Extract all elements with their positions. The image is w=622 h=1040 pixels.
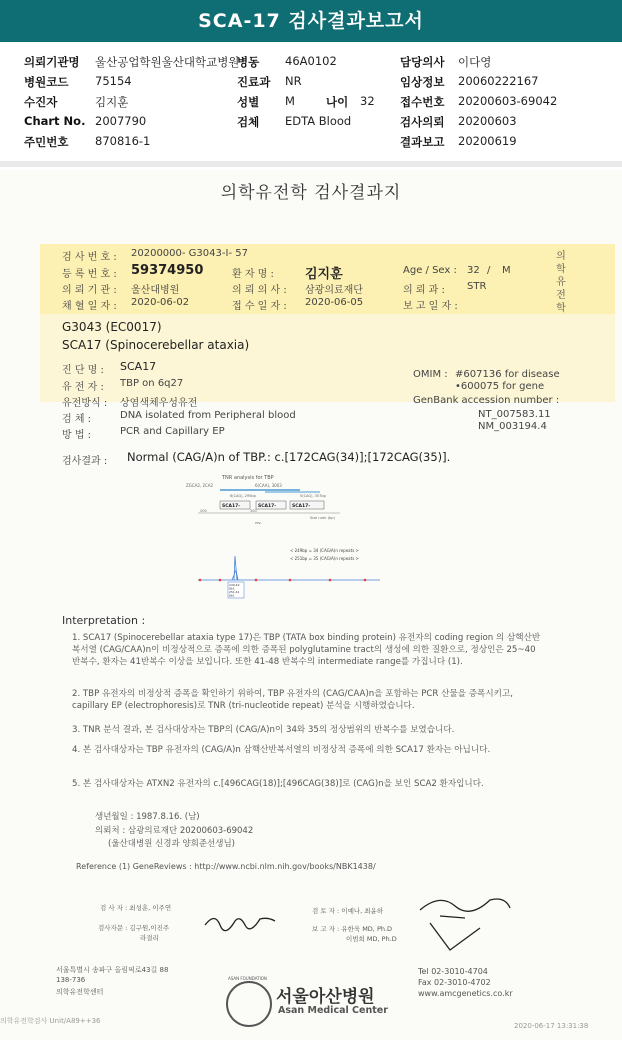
ruler-peak-1 <box>199 579 202 582</box>
hospital-name-ko: 서울아산병원 <box>276 987 375 1007</box>
tick-300: 300 <box>250 509 257 513</box>
figure-label-b: 6(CAA), 3003 <box>255 483 282 488</box>
label-result: 검사결과 : <box>62 456 108 467</box>
peak-label-1: 249.42 <box>229 583 240 587</box>
contact-web: www.amcgenetics.co.kr <box>418 989 513 998</box>
signature-right <box>410 888 520 958</box>
side-label: 의학유전학 <box>556 251 566 314</box>
value-patient-name: 김지훈 <box>305 267 343 282</box>
value-sex: M <box>285 94 295 108</box>
label-inheritance: 유전방식 : <box>62 398 108 409</box>
address-line-1: 서울특별시 송파구 올림픽로43길 88 <box>56 966 169 974</box>
value-request-date: 20200603 <box>458 114 517 128</box>
label-ward: 병동 <box>237 55 260 69</box>
value-receipt-no: 20200603-69042 <box>458 94 558 108</box>
value-doctor: 이다영 <box>458 55 492 69</box>
document-title: 의학유전학 검사결과지 <box>220 183 402 203</box>
label-gene: 유 전 자 : <box>62 382 104 393</box>
ruler-peak-6 <box>364 579 367 582</box>
repeat-box-2-label: SCA17- <box>258 504 277 509</box>
interp-paragraph-5: 5. 본 검사대상자는 ATXN2 유전자의 c.[496CAG(18)];[496CAG(38)]로 (CAG)n을 보인 SCA2 환자입니다. <box>72 779 484 789</box>
label-chart-no: Chart No. <box>24 114 86 128</box>
value-patient: 김지훈 <box>95 95 129 109</box>
label-req-dept: 의 뢰 과 : <box>403 285 445 296</box>
divider <box>0 161 622 167</box>
reporter-2: 이범희 MD, Ph.D <box>346 935 397 943</box>
label-omim: OMIM : <box>413 369 448 380</box>
label-institution: 의뢰기관명 <box>24 55 80 69</box>
value-hospital-code: 75154 <box>95 74 132 88</box>
address-line-3: 의학유전학센터 <box>56 988 104 996</box>
value-omim-disease: #607136 for disease <box>455 369 560 380</box>
value-inheritance: 상염색체우성유전 <box>120 398 198 409</box>
report-title: SCA-17 검사결과보고서 <box>0 0 622 42</box>
legend-35: < 251bp = 35 (CAG/A)n repeats > <box>290 556 359 561</box>
footer-left: 의학유전학검사 Unit/A89++36 <box>0 1017 101 1025</box>
label-age-sex: Age / Sex : <box>403 265 457 276</box>
age-sex-separator: / <box>487 265 491 276</box>
requester-detail: (울산대병원 신경과 양희준선생님) <box>108 839 235 849</box>
footer-timestamp: 2020-06-17 13:31:38 <box>514 1022 589 1030</box>
value-sex: M <box>502 265 511 276</box>
value-genbank-2: NM_003194.4 <box>478 421 547 432</box>
value-specimen: EDTA Blood <box>285 114 352 128</box>
label-doctor: 담당의사 <box>400 55 445 69</box>
value-req-person: 삼광의료재단 <box>305 285 363 296</box>
value-chart-no: 2007790 <box>95 114 147 128</box>
value-ward: 46A0102 <box>285 54 337 68</box>
scanned-report <box>0 170 622 1040</box>
ruler-peak-2 <box>219 579 222 582</box>
value-test-no: 20200000- G3043-I- 57 <box>131 248 248 259</box>
value-age: 32 <box>360 94 375 108</box>
value-reg-no: 59374950 <box>131 263 204 278</box>
figure-label-d: 5(CAG), 357bp <box>300 494 326 498</box>
interp-paragraph-2: 2. TBP 유전자의 비정상적 증폭을 확인하기 위하여, TBP 유전자의 (CAG/CAA)n을 포함하는 PCR 산물을 증폭시키고, capillary EP (electrophoresis)로 TNR (tri-nucleotide repeat) 분석을 시행하였습니다. <box>72 689 513 711</box>
value-result: Normal (CAG/A)n of TBP.: c.[172CAG(34)];[172CAG(35)]. <box>127 450 451 464</box>
legend-34: < 249bp = 34 (CAG/A)n repeats > <box>290 548 359 553</box>
repeat-box-3-label: SCA17- <box>292 504 311 509</box>
address-line-2: 138-736 <box>56 976 86 984</box>
logo-text: ASAN FOUNDATION <box>228 976 267 981</box>
peak-label-3: 251.41 <box>229 590 240 594</box>
value-sample-date: 2020-06-02 <box>131 297 190 308</box>
signature-left <box>200 907 280 937</box>
interp-paragraph-3: 3. TNR 분석 결과, 본 검사대상자는 TBP의 (CAG/A)n이 34와 35의 정상범위의 반복수를 보였습니다. <box>72 725 455 735</box>
label-hospital-code: 병원코드 <box>24 75 69 89</box>
value-resident-no: 870816-1 <box>95 134 151 148</box>
value-omim-gene: •600075 for gene <box>455 381 545 392</box>
test-name: SCA17 (Spinocerebellar ataxia) <box>62 338 250 352</box>
label-sample-date: 채 혈 일 자 : <box>62 301 117 312</box>
label-recv-date: 접 수 일 자 : <box>232 301 287 312</box>
examiner: 검 사 자 : 최성훈, 이주연 <box>100 904 172 912</box>
label-receipt-no: 접수번호 <box>400 95 445 109</box>
value-institution: 울산공업학원울산대학교병원 <box>95 55 240 69</box>
value-req-inst: 울산대병원 <box>131 285 180 296</box>
contact-fax: Fax 02-3010-4702 <box>418 978 491 987</box>
repeat-box-1-label: SCA17- <box>222 504 241 509</box>
label-patient-name: 환 자 명 : <box>232 269 274 280</box>
approver: 검 토 자 : 이예나, 최윤하 <box>312 907 384 915</box>
figure-label-a: ZGCA2, 2CA2 <box>186 483 214 488</box>
value-specimen-type: DNA isolated from Peripheral blood <box>120 410 296 421</box>
value-clinical-info: 20060222167 <box>458 74 539 88</box>
value-age: 32 <box>467 265 480 276</box>
reviewer-extra: 라결리 <box>140 934 159 942</box>
peak-label-2: 8b1 <box>229 586 235 591</box>
reviewer: 검사자문 : 김구원,이진주 <box>98 924 170 932</box>
ruler-peak-3 <box>255 579 258 582</box>
label-specimen-type: 검 체 : <box>62 414 92 425</box>
figure-title: TNR analysis for TBP <box>222 475 274 481</box>
ruler-peak-4 <box>289 579 292 582</box>
peak-label-4: 8b1 <box>229 593 235 598</box>
label-clinical-info: 임상정보 <box>400 75 445 89</box>
value-department: NR <box>285 74 302 88</box>
label-department: 진료과 <box>237 75 271 89</box>
label-req-inst: 의 뢰 기 관 : <box>62 285 117 296</box>
rev-label: rev. <box>255 521 262 525</box>
reference: Reference (1) GeneReviews : http://www.ncbi.nlm.nih.gov/books/NBK1438/ <box>76 862 376 871</box>
asan-foundation-logo <box>226 981 272 1027</box>
tnr-figure <box>180 470 410 610</box>
value-method: PCR and Capillary EP <box>120 426 225 437</box>
label-reg-no: 등 록 번 호 : <box>62 269 117 280</box>
label-report-date: 보 고 일 자 : <box>403 301 458 312</box>
label-patient: 수진자 <box>24 95 58 109</box>
label-genbank: GenBank accession number : <box>413 395 560 406</box>
interp-paragraph-1: 1. SCA17 (Spinocerebellar ataxia type 17)은 TBP (TATA box binding protein) 유전자의 coding region 의 삼핵산반복서열 (CAG/CAA)n이 비정상적으로 증폭에 의한 증폭된 polyglutamine tract의 생성에 의한 질환으로, 정상인은 25~40반복수, 환자는 41반복수 이상을 보입니다. 또한 41-48 반복수의 intermediate range를 가집니다 (1). <box>72 633 541 667</box>
label-test-no: 검 사 번 호 : <box>62 252 117 263</box>
label-sex: 성별 <box>237 95 260 109</box>
tick-200: 200 <box>200 509 207 513</box>
value-gene: TBP on 6q27 <box>120 378 184 389</box>
report-header <box>0 48 622 158</box>
value-result-date: 20200619 <box>458 134 517 148</box>
label-diagnosis: 진 단 명 : <box>62 365 104 376</box>
value-genbank-1: NT_007583.11 <box>478 409 551 420</box>
label-specimen: 검체 <box>237 115 260 129</box>
label-request-date: 검사의뢰 <box>400 115 445 129</box>
value-req-dept: STR <box>467 281 487 292</box>
interp-paragraph-4: 4. 본 검사대상자는 TBP 유전자의 (CAG/A)n 삼핵산반복서열의 비정상적 증폭에 의한 SCA17 환자는 아닙니다. <box>72 745 491 755</box>
trace-peaks <box>232 556 238 580</box>
ruler-peak-5 <box>329 579 332 582</box>
value-diagnosis: SCA17 <box>120 360 157 373</box>
size-ruler-label: Size ruler (bp) <box>310 516 335 520</box>
interpretation-title: Interpretation : <box>62 614 146 627</box>
label-method: 방 법 : <box>62 430 92 441</box>
hospital-name-en: Asan Medical Center <box>278 1005 388 1016</box>
value-recv-date: 2020-06-05 <box>305 297 364 308</box>
label-age: 나이 <box>326 95 349 109</box>
label-resident-no: 주민번호 <box>24 135 69 149</box>
contact-tel: Tel 02-3010-4704 <box>418 967 488 976</box>
reporter: 보 고 자 : 유한욱 MD, Ph.D <box>312 925 393 933</box>
birth-date: 생년월일 : 1987.8.16. (남) <box>95 812 200 822</box>
label-req-person: 의 뢰 의 사 : <box>232 285 287 296</box>
test-code: G3043 (EC0017) <box>62 320 162 334</box>
requester: 의뢰처 : 삼광의료재단 20200603-69042 <box>95 826 254 836</box>
figure-label-c: 6(CAG), 295bp <box>230 494 256 498</box>
label-result-date: 결과보고 <box>400 135 445 149</box>
